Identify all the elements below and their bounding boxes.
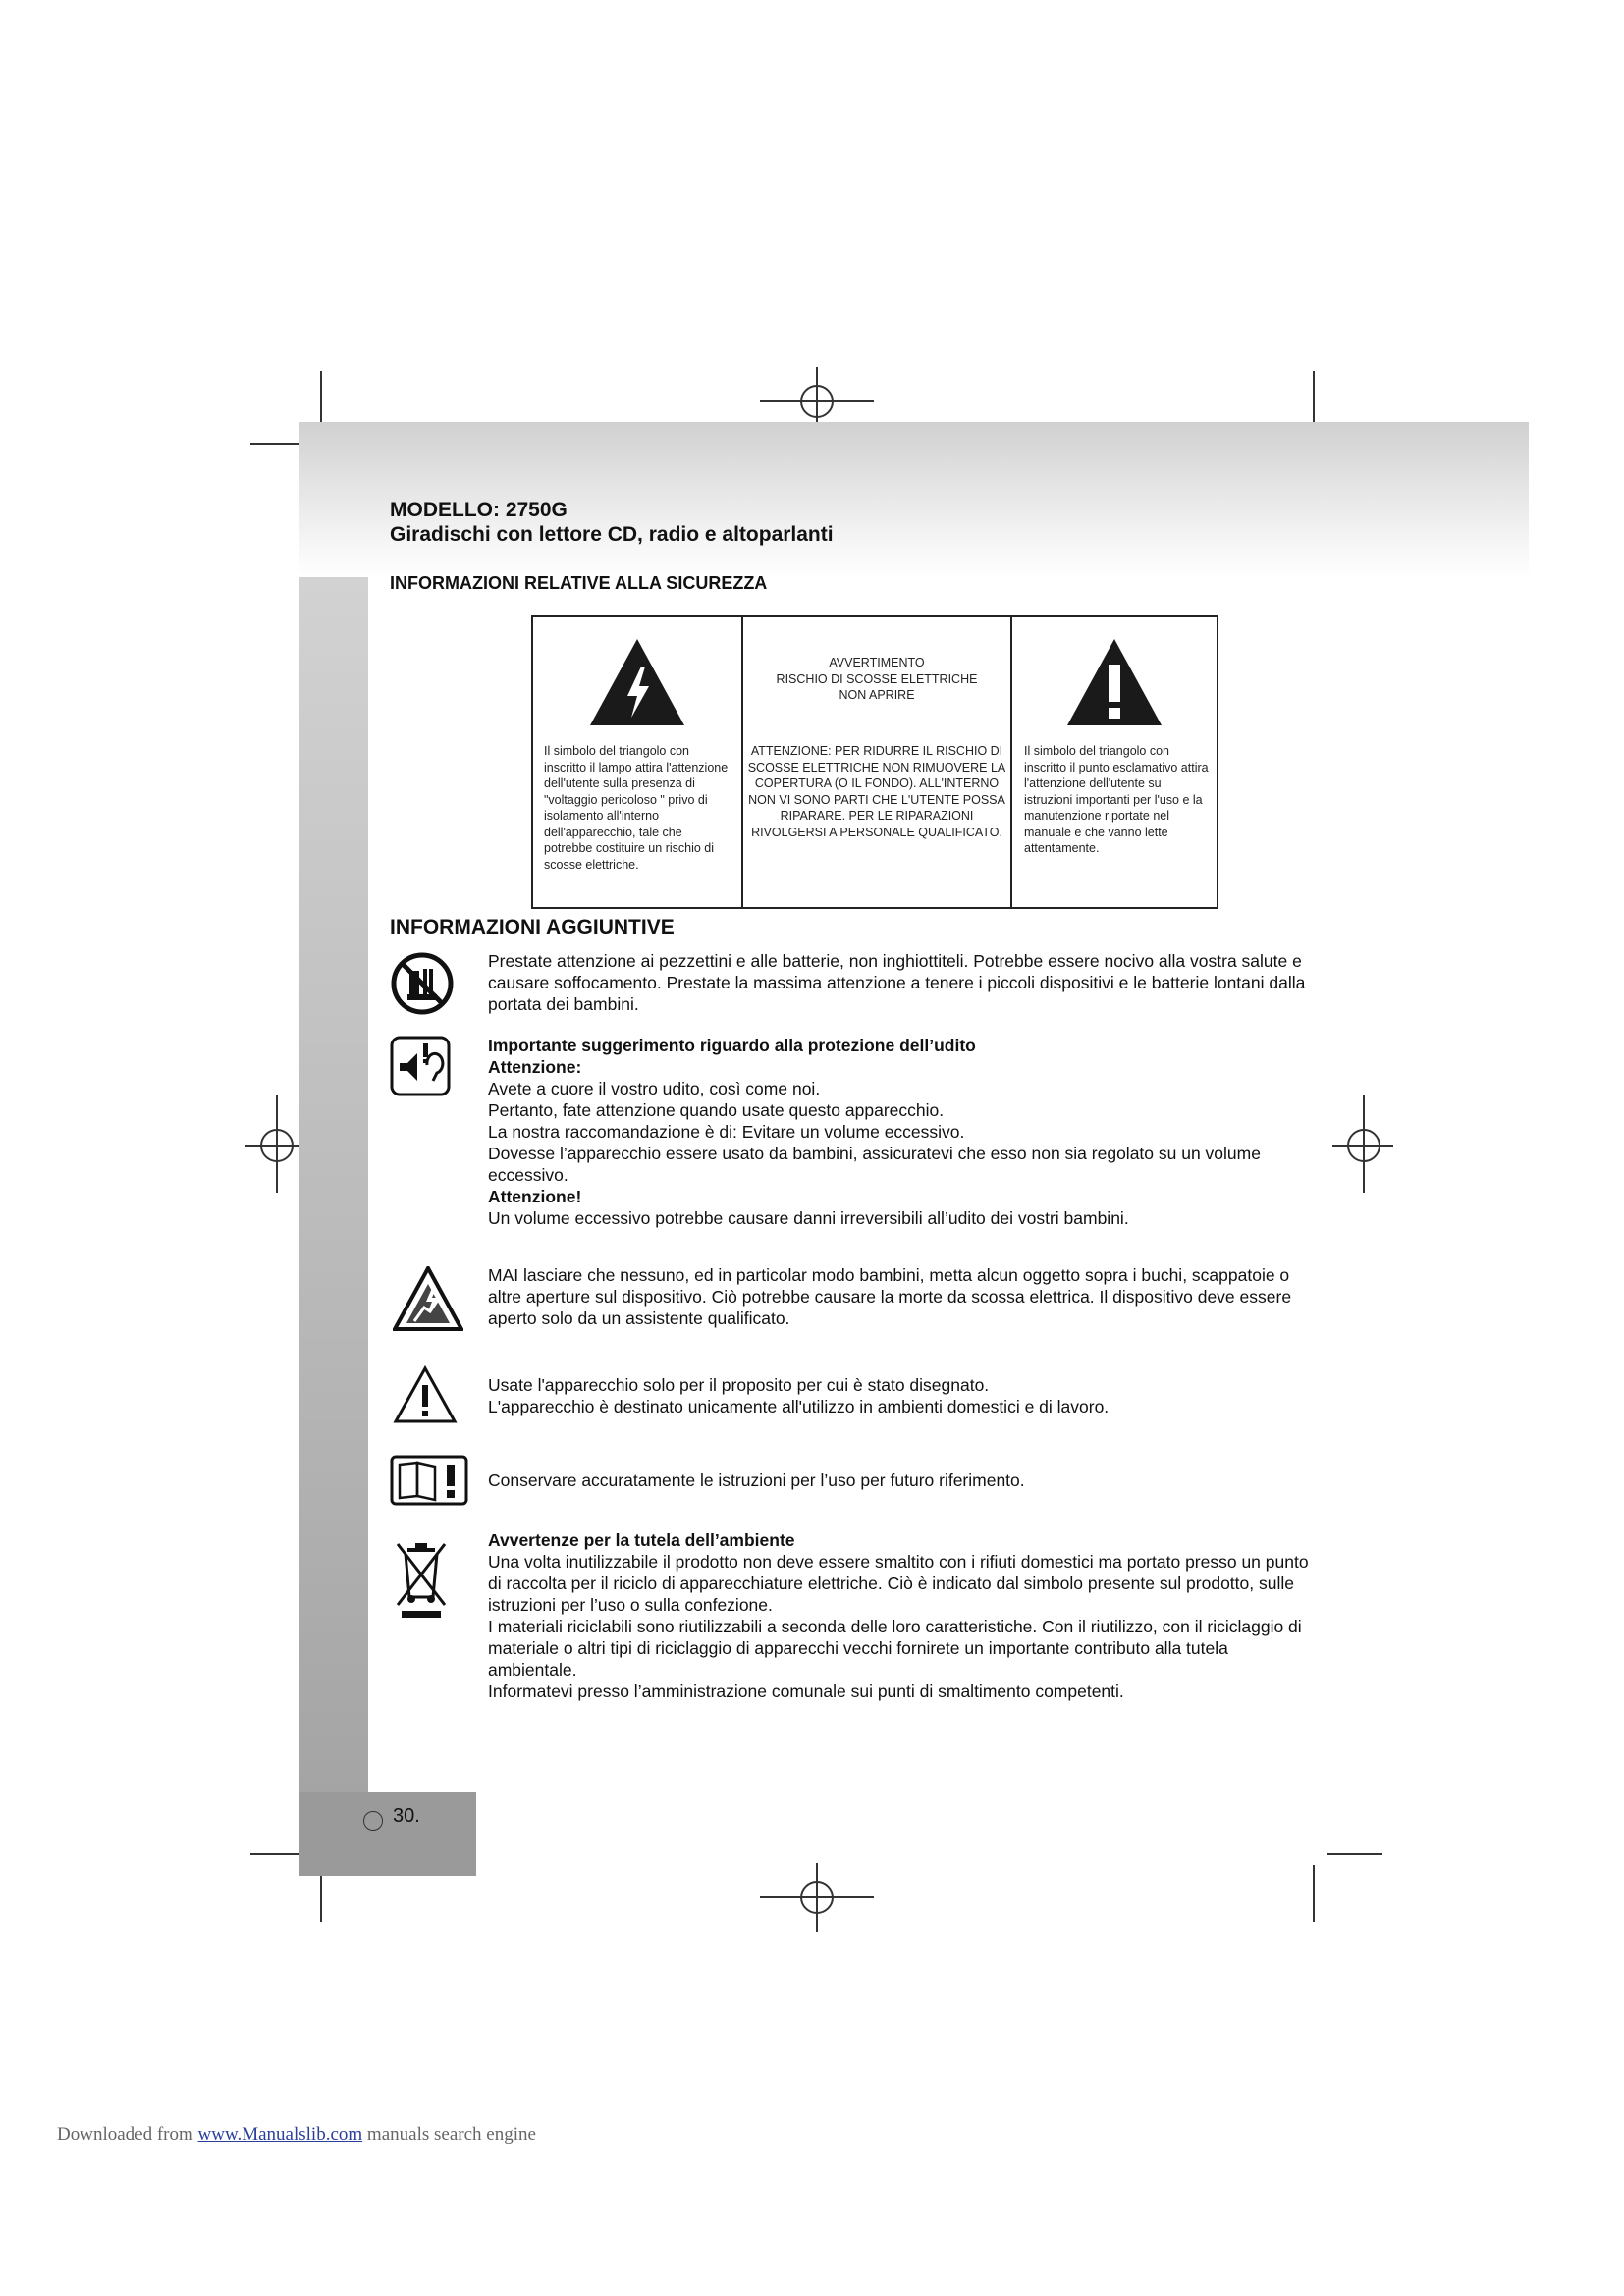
footer-suffix: manuals search engine bbox=[362, 2124, 536, 2145]
environment-paragraph: Una volta inutilizzabile il prodotto non deve essere smaltito con i rifiuti domestici ma portato presso un punto di raccolta per il riciclo di apparecchiature elettriche. Ciò è indicato dal simbolo presente sul prodotto, sulle istruzioni per l’uso o sulla confezione. bbox=[488, 1552, 1309, 1615]
manual-icon bbox=[390, 1455, 468, 1506]
intended-use-line: Usate l'apparecchio solo per il proposito per cui è stato disegnato. bbox=[488, 1375, 990, 1395]
hearing-line: Dovesse l’apparecchio essere usato da bambini, assicuratevi che esso non sia regolato su un volume eccessivo. bbox=[488, 1144, 1261, 1185]
intended-use-section bbox=[488, 1374, 1318, 1417]
side-band bbox=[299, 577, 368, 1794]
lightning-triangle-icon bbox=[588, 637, 686, 727]
no-swallow-icon bbox=[390, 951, 455, 1016]
caution-triangle-icon bbox=[393, 1365, 458, 1424]
environment-title: Avvertenze per la tutela dell’ambiente bbox=[488, 1530, 795, 1550]
registration-circle bbox=[260, 1129, 294, 1162]
warning-line: NON APRIRE bbox=[839, 688, 915, 702]
registration-circle bbox=[800, 385, 834, 418]
attention-label: Attenzione! bbox=[488, 1187, 582, 1206]
lightning-description: Il simbolo del triangolo con inscritto il lampo attira l'attenzione dell'utente sulla presenza di "voltaggio pericoloso " privo di isolamento all'interno dell'apparecchio, tale che potrebbe costituire un rischio di scosse elettriche. bbox=[544, 744, 729, 872]
exclamation-column bbox=[1012, 617, 1217, 907]
safety-heading: INFORMAZIONI RELATIVE ALLA SICUREZZA bbox=[390, 573, 768, 593]
environment-paragraph: Informatevi presso l’amministrazione comunale sui punti di smaltimento competenti. bbox=[488, 1682, 1124, 1701]
crop-mark bbox=[250, 443, 305, 445]
environment-paragraph: I materiali riciclabili sono riutilizzabili a seconda delle loro caratteristiche. Con il riutilizzo, con il riciclaggio di materiale o altri tipi di riciclaggio di apparecchi vecchi fornirete un importante contributo alla tutela ambientale. bbox=[488, 1617, 1302, 1680]
manualslib-link[interactable]: www.Manualslib.com bbox=[197, 2124, 363, 2145]
model-title: MODELLO: 2750G bbox=[390, 499, 568, 521]
swallow-warning-text: Prestate attenzione ai pezzettini e alle batterie, non inghiottiteli. Potrebbe essere nocivo alla vostra salute e causare soffocamento. Prestate la massima attenzione a tenere i piccoli dispositivi e le batterie lontani dalla portata dei bambini. bbox=[488, 951, 1306, 1014]
hearing-final: Un volume eccessivo potrebbe causare danni irreversibili all’udito dei vostri bambini. bbox=[488, 1208, 1129, 1228]
download-footer bbox=[57, 2124, 536, 2146]
hearing-section bbox=[488, 1035, 1318, 1229]
page-number-box bbox=[299, 1792, 476, 1876]
shock-hazard-icon bbox=[393, 1266, 463, 1331]
page-number: 30. bbox=[393, 1805, 420, 1827]
crop-mark bbox=[1313, 1865, 1315, 1922]
warning-instructions: ATTENZIONE: PER RIDURRE IL RISCHIO DI SCOSSE ELETTRICHE NON RIMUOVERE LA COPERTURA (O IL FONDO). ALL'INTERNO NON VI SONO PARTI CHE L'UTENTE POSSA RIPARARE. PER LE RIPARAZIONI RIVOLGERSI A PERSONALE QUALIFICATO. bbox=[747, 744, 1006, 839]
warning-line: AVVERTIMENTO bbox=[829, 656, 925, 669]
registration-circle bbox=[800, 1881, 834, 1914]
hearing-line: La nostra raccomandazione è di: Evitare un volume eccessivo. bbox=[488, 1122, 965, 1142]
language-circle-icon bbox=[363, 1811, 383, 1831]
footer-prefix: Downloaded from bbox=[57, 2124, 198, 2145]
hearing-line: Pertanto, fate attenzione quando usate questo apparecchio. bbox=[488, 1100, 945, 1120]
warning-line: RISCHIO DI SCOSSE ELETTRICHE bbox=[776, 671, 978, 686]
product-subtitle: Giradischi con lettore CD, radio e altoparlanti bbox=[390, 523, 834, 546]
hearing-line: Avete a cuore il vostro udito, così come noi. bbox=[488, 1079, 821, 1098]
exclamation-triangle-icon bbox=[1065, 637, 1164, 727]
exclamation-description: Il simbolo del triangolo con inscritto il punto esclamativo attira l'attenzione dell'utente su istruzioni importanti per l'uso e la manutenzione riportate nel manuale e che vanno lette attentamente. bbox=[1024, 744, 1209, 855]
crop-mark bbox=[250, 1853, 305, 1855]
intended-use-line: L'apparecchio è destinato unicamente all'utilizzo in ambienti domestici e di lavoro. bbox=[488, 1397, 1110, 1416]
safety-warning-table bbox=[531, 615, 1218, 909]
attention-label: Attenzione: bbox=[488, 1057, 582, 1077]
environment-section bbox=[488, 1529, 1318, 1702]
shock-warning-text: MAI lasciare che nessuno, ed in particolar modo bambini, metta alcun oggetto sopra i buchi, scappatoie o altre aperture sul dispositivo. Ciò potrebbe causare la morte da scossa elettrica. Il dispositivo deve essere aperto solo da un assistente qualificato. bbox=[488, 1265, 1292, 1328]
lightning-column bbox=[533, 617, 743, 907]
crop-mark bbox=[1327, 1853, 1382, 1855]
keep-manual-text: Conservare accuratamente le istruzioni per l’uso per futuro riferimento. bbox=[488, 1470, 1025, 1490]
warning-label bbox=[743, 655, 1010, 704]
hearing-warning-icon bbox=[390, 1036, 451, 1096]
weee-bin-icon bbox=[394, 1540, 449, 1619]
registration-circle bbox=[1347, 1129, 1380, 1162]
warning-column bbox=[743, 617, 1012, 907]
additional-heading: INFORMAZIONI AGGIUNTIVE bbox=[390, 916, 675, 938]
hearing-title: Importante suggerimento riguardo alla protezione dell’udito bbox=[488, 1036, 976, 1055]
